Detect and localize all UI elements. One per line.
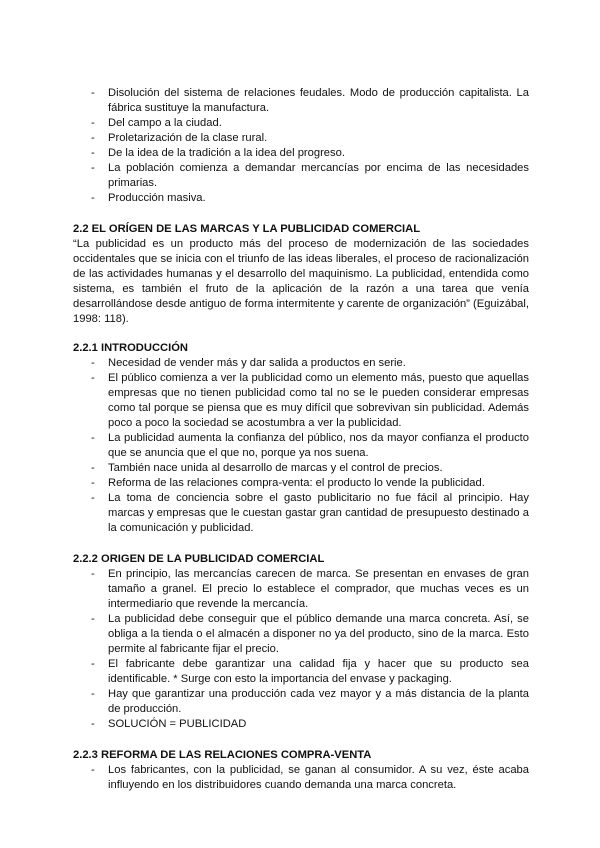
list-item: - Los fabricantes, con la publicidad, se ganan al consumidor. A su vez, éste acaba influyendo en los distribuidores cuando demanda una marca concreta. — [91, 764, 529, 791]
dash-bullet: - — [91, 162, 95, 174]
dash-bullet: - — [91, 658, 95, 670]
list-item: - De la idea de la tradición a la idea del progreso. — [91, 147, 345, 159]
list-item: - El fabricante debe garantizar una calidad fija y hacer que su producto sea identificable. * Surge con esto la importancia del envase y packaging. — [91, 658, 529, 685]
section-2-2-2-list — [73, 567, 529, 732]
dash-bullet: - — [91, 147, 95, 159]
list-item: - La publicidad aumenta la confianza del público, nos da mayor confianza el producto que se anuncia que el que no, porque ya nos suena. — [91, 432, 529, 459]
section-heading-2-2-1: 2.2.1 INTRODUCCIÓN — [73, 342, 188, 354]
list-item: - La población comienza a demandar mercancías por encima de las necesidades primarias. — [91, 162, 529, 189]
dash-bullet: - — [91, 568, 95, 580]
section-2-2-1-list — [73, 356, 529, 536]
spacer — [73, 536, 529, 552]
dash-bullet: - — [91, 117, 95, 129]
section-2-2-3-list — [73, 763, 529, 793]
spacer — [73, 206, 529, 222]
section-heading-2-2-3: 2.2.3 REFORMA DE LAS RELACIONES COMPRA-VENTA — [73, 749, 372, 761]
list-item: - En principio, las mercancías carecen de marca. Se presentan en envases de gran tamaño a granel. El precio lo establece el comprador, que muchas veces es un intermediario que revende la mercancía. — [91, 568, 529, 610]
dash-bullet: - — [91, 357, 95, 369]
list-item: - La toma de conciencia sobre el gasto publicitario no fue fácil al principio. Hay marcas y empresas que le cuestan gastar gran cantidad de presupuesto destinado a la comunicación y publicidad. — [91, 492, 529, 534]
list-item: - El público comienza a ver la publicidad como un elemento más, puesto que aquellas empresas que no tienen publicidad como tal no se le pueden considerar empresas como tal porque se piensa que es muy difícil que sobrevivan sin publicidad. Además poco a poco la sociedad se acostumbra a ver la publicidad. — [91, 372, 529, 429]
dash-bullet: - — [91, 688, 95, 700]
list-item: - Disolución del sistema de relaciones feudales. Modo de producción capitalista. La fábrica sustituye la manufactura. — [91, 87, 529, 114]
intro-list — [73, 86, 529, 206]
list-item: - SOLUCIÓN = PUBLICIDAD — [91, 718, 247, 730]
spacer — [73, 327, 529, 341]
dash-bullet: - — [91, 432, 95, 444]
list-item: - También nace unida al desarrollo de marcas y el control de precios. — [91, 462, 443, 474]
dash-bullet: - — [91, 87, 95, 99]
list-item: - Hay que garantizar una producción cada vez mayor y a más distancia de la planta de producción. — [91, 688, 529, 715]
list-item: - Del campo a la ciudad. — [91, 117, 222, 129]
section-heading-2-2-2: 2.2.2 ORIGEN DE LA PUBLICIDAD COMERCIAL — [73, 553, 325, 565]
list-item: - Necesidad de vender más y dar salida a productos en serie. — [91, 357, 406, 369]
list-item: - Producción masiva. — [91, 192, 206, 204]
dash-bullet: - — [91, 462, 95, 474]
dash-bullet: - — [91, 372, 95, 384]
page-content — [73, 86, 529, 793]
dash-bullet: - — [91, 477, 95, 489]
list-item: - Reforma de las relaciones compra-venta: el producto lo vende la publicidad. — [91, 477, 485, 489]
dash-bullet: - — [91, 132, 95, 144]
dash-bullet: - — [91, 192, 95, 204]
list-item: - Proletarización de la clase rural. — [91, 132, 268, 144]
section-quote: “La publicidad es un producto más del proceso de modernización de las sociedades occidentales que se inicia con el triunfo de las ideas liberales, el proceso de racionalización de las actividades humanas y el desarrollo del maquinismo. La publicidad, entendida como sistema, es también el fruto de la aplicación de la razón a una tarea que venía desarrollándose desde antiguo de forma intermitente y carente de organización” (Eguizábal, 1998: 118). — [73, 238, 529, 325]
list-item: - La publicidad debe conseguir que el público demande una marca concreta. Así, se obliga a la tienda o el almacén a disponer no ya del producto, sino de la marca. Esto permite al fabricante fijar el precio. — [91, 613, 529, 655]
spacer — [73, 732, 529, 748]
dash-bullet: - — [91, 492, 95, 504]
dash-bullet: - — [91, 718, 95, 730]
dash-bullet: - — [91, 613, 95, 625]
section-heading-2-2: 2.2 EL ORÍGEN DE LAS MARCAS Y LA PUBLICIDAD COMERCIAL — [73, 223, 421, 235]
dash-bullet: - — [91, 764, 95, 776]
